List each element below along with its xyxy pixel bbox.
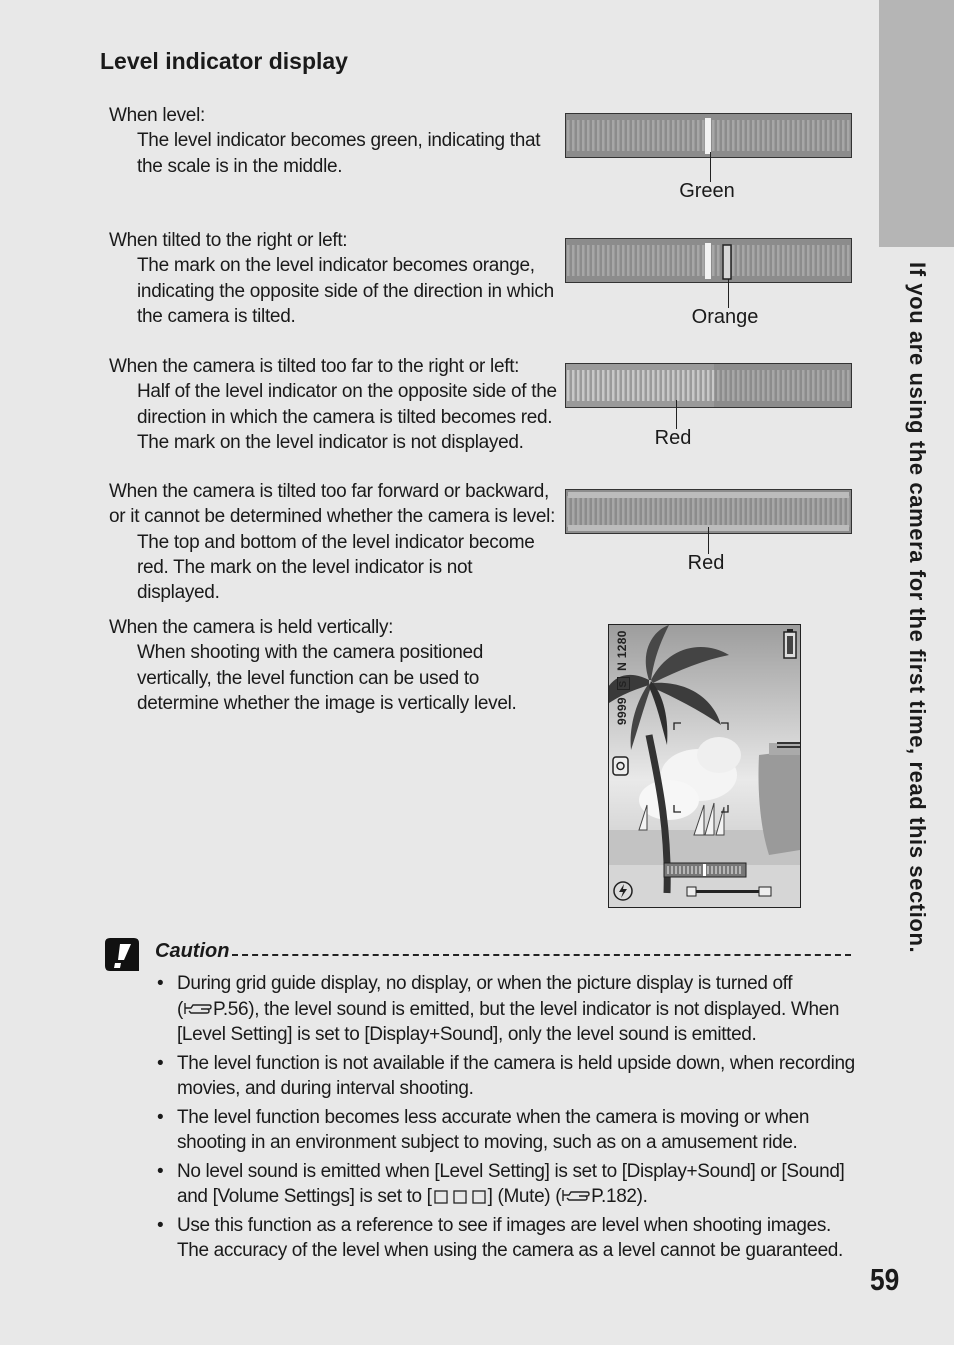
bar-label: Orange (691, 306, 759, 328)
caution-item: • During grid guide display, no display, or when the picture display is turned off ( P.56), the level sound is emitted, but the level indicator is not displayed. When [Level Setting] is set to [Display+Sound], only the level sound is emitted. (155, 971, 855, 1048)
camera-mode-icon (613, 757, 628, 775)
section-body: The top and bottom of the level indicator become red. The mark on the level indicator is not displayed. (137, 531, 535, 604)
leader-line (710, 152, 711, 182)
page-title: Level indicator display (100, 48, 348, 74)
side-tab (879, 0, 954, 247)
shots-remaining: 9999 (615, 697, 629, 725)
section-heading: When tilted to the right or left: (109, 230, 348, 251)
section-heading: When the camera is tilted too far to the right or left: (109, 356, 520, 377)
page-number: 59 (870, 1262, 900, 1297)
section-held-vertically (109, 615, 559, 716)
leader-line (676, 400, 677, 429)
section-when-level (109, 103, 559, 179)
level-indicator-green (565, 113, 852, 158)
leader-line (728, 279, 729, 308)
beach-scene-illustration (609, 625, 800, 907)
section-heading: When level: (109, 105, 205, 126)
caution-icon (102, 935, 140, 973)
camera-screen-vertical: 9999 S N 1280 (608, 624, 801, 908)
level-bar-graphic (566, 114, 851, 157)
bar-label: Red (654, 427, 692, 449)
section-body: The mark on the level indicator becomes orange, indicating the opposite side of the direction in which the camera is tilted. (137, 255, 554, 327)
section-body: Half of the level indicator on the opposite side of the direction in which the camera is tilted becomes red. The mark on the level indicator is not displayed. (137, 381, 557, 453)
bar-label: Red (687, 552, 725, 574)
flash-icon (614, 882, 632, 900)
section-when-tilted (109, 228, 559, 329)
section-heading: When the camera is tilted too far forward or backward, or it cannot be determined whether the camera is level: (109, 481, 556, 528)
mute-volume-icon (432, 1188, 488, 1204)
level-indicator-red-half (565, 363, 852, 408)
side-tab-text: If you are using the camera for the first time, read this section. (905, 262, 930, 954)
section-body: When shooting with the camera positioned vertically, the level function can be used to determine whether the image is vertically level. (137, 642, 517, 714)
reference-hand-icon (183, 1000, 213, 1017)
caution-divider (232, 954, 851, 956)
caution-title: Caution (155, 940, 230, 962)
level-bar-graphic (566, 239, 851, 282)
caution-item: • The level function is not available if the camera is held upside down, when recording movies, and during interval shooting. (155, 1051, 855, 1102)
battery-icon (784, 629, 796, 658)
caution-item: • The level function becomes less accurate when the camera is moving or when shooting in an environment subject to moving, such as on a amusement ride. (155, 1105, 855, 1156)
level-bar-graphic (566, 364, 851, 407)
section-heading: When the camera is held vertically: (109, 617, 394, 638)
section-tilted-too-far-side (109, 354, 559, 455)
section-tilted-forward-backward (109, 479, 559, 605)
caution-item: • Use this function as a reference to see if images are level when shooting images. The accuracy of the level when using the camera as a level cannot be guaranteed. (155, 1213, 855, 1264)
reference-hand-icon (561, 1187, 591, 1204)
caution-list (155, 971, 855, 1267)
leader-line (708, 527, 709, 554)
bar-label: Green (679, 180, 735, 202)
level-indicator-orange (565, 238, 852, 283)
section-body: The level indicator becomes green, indicating that the scale is in the middle. (137, 130, 541, 177)
image-quality: N 1280 (615, 630, 629, 671)
caution-item: • No level sound is emitted when [Level Setting] is set to [Display+Sound] or [Sound] and [Volume Settings] is set to [ ] (Mute) ( P.182). (155, 1159, 855, 1210)
